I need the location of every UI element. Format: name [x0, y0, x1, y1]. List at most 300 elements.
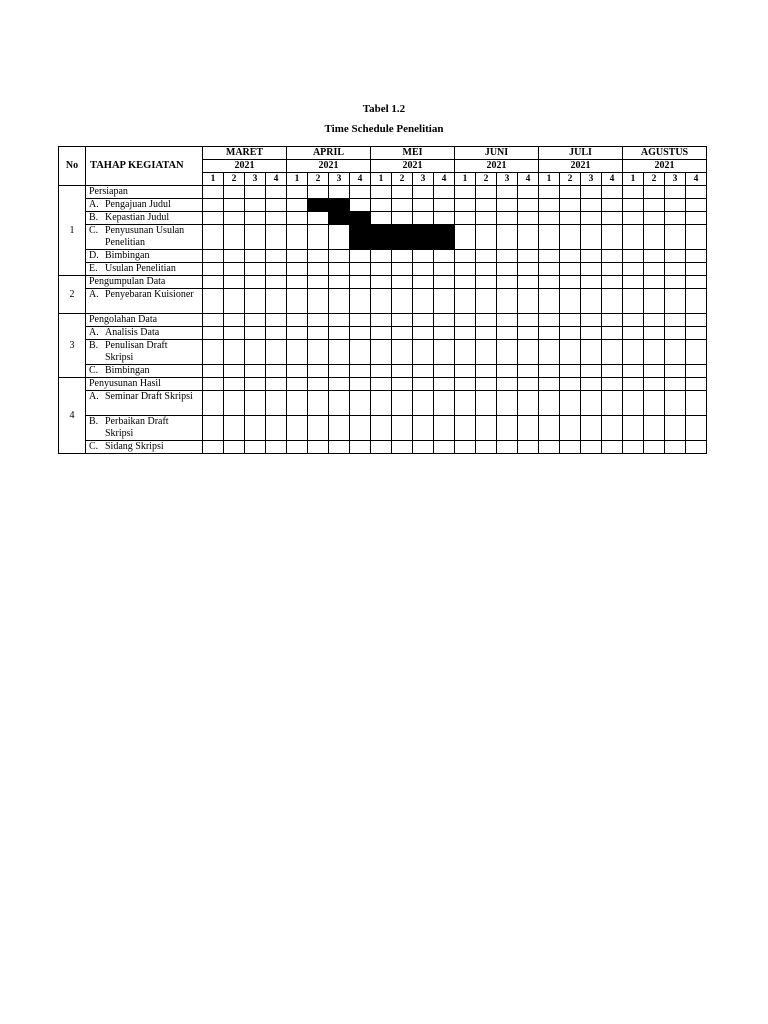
activity-row — [59, 212, 707, 225]
schedule-cell — [665, 289, 686, 314]
schedule-cell — [686, 365, 707, 378]
schedule-cell — [602, 289, 623, 314]
schedule-cell — [455, 289, 476, 314]
schedule-cell — [539, 378, 560, 391]
schedule-cell — [434, 327, 455, 340]
schedule-cell — [413, 327, 434, 340]
schedule-cell — [287, 186, 308, 199]
month-header: MARET — [203, 147, 287, 160]
schedule-cell — [560, 212, 581, 225]
schedule-cell — [350, 365, 371, 378]
schedule-cell — [329, 250, 350, 263]
schedule-cell — [602, 340, 623, 365]
schedule-cell — [665, 441, 686, 454]
schedule-cell — [686, 441, 707, 454]
week-header: 1 — [287, 173, 308, 186]
schedule-cell — [581, 212, 602, 225]
schedule-cell — [539, 289, 560, 314]
schedule-cell — [581, 416, 602, 441]
month-header: MEI — [371, 147, 455, 160]
schedule-cell — [644, 416, 665, 441]
schedule-cell — [686, 340, 707, 365]
schedule-cell — [644, 378, 665, 391]
activity-cell — [86, 212, 203, 225]
schedule-cell — [308, 378, 329, 391]
activity-cell — [86, 416, 203, 441]
activity-label: Penyebaran Kuisioner — [105, 289, 194, 300]
schedule-cell — [665, 212, 686, 225]
schedule-cell — [455, 365, 476, 378]
year-header: 2021 — [539, 160, 623, 173]
schedule-cell — [602, 186, 623, 199]
activity-row — [59, 199, 707, 212]
schedule-table — [58, 146, 707, 454]
group-title: Pengumpulan Data — [86, 276, 203, 289]
schedule-cell — [350, 391, 371, 416]
schedule-cell — [224, 276, 245, 289]
activity-letter: A. — [89, 289, 99, 300]
activity-letter: B. — [89, 212, 99, 223]
schedule-cell — [686, 250, 707, 263]
week-header: 4 — [434, 173, 455, 186]
schedule-cell — [560, 416, 581, 441]
schedule-cell — [455, 225, 476, 250]
schedule-cell — [413, 340, 434, 365]
schedule-cell — [434, 276, 455, 289]
schedule-cell — [392, 314, 413, 327]
schedule-cell — [224, 365, 245, 378]
schedule-cell — [434, 416, 455, 441]
schedule-cell — [392, 327, 413, 340]
schedule-cell — [623, 186, 644, 199]
schedule-cell — [266, 327, 287, 340]
schedule-bar-cell — [329, 199, 350, 212]
month-header: JUNI — [455, 147, 539, 160]
schedule-cell — [392, 263, 413, 276]
schedule-cell — [518, 340, 539, 365]
schedule-cell — [434, 314, 455, 327]
schedule-cell — [476, 340, 497, 365]
schedule-cell — [644, 441, 665, 454]
schedule-cell — [371, 378, 392, 391]
group-row — [59, 314, 707, 327]
schedule-cell — [371, 314, 392, 327]
schedule-cell — [224, 212, 245, 225]
schedule-cell — [539, 314, 560, 327]
year-header: 2021 — [371, 160, 455, 173]
schedule-cell — [602, 391, 623, 416]
schedule-cell — [581, 225, 602, 250]
group-row — [59, 378, 707, 391]
week-header: 2 — [308, 173, 329, 186]
schedule-cell — [371, 186, 392, 199]
schedule-cell — [392, 391, 413, 416]
activity-row — [59, 263, 707, 276]
schedule-cell — [350, 263, 371, 276]
schedule-cell — [308, 327, 329, 340]
schedule-cell — [686, 289, 707, 314]
week-header: 3 — [245, 173, 266, 186]
schedule-cell — [392, 289, 413, 314]
activity-letter: D. — [89, 250, 99, 261]
schedule-cell — [308, 416, 329, 441]
schedule-cell — [581, 327, 602, 340]
schedule-cell — [518, 212, 539, 225]
activity-row — [59, 365, 707, 378]
schedule-cell — [602, 199, 623, 212]
schedule-cell — [371, 263, 392, 276]
schedule-cell — [665, 340, 686, 365]
schedule-cell — [560, 250, 581, 263]
activity-cell — [86, 327, 203, 340]
schedule-cell — [245, 391, 266, 416]
schedule-cell — [371, 391, 392, 416]
schedule-cell — [518, 416, 539, 441]
schedule-cell — [329, 289, 350, 314]
activity-label: Usulan Penelitian — [105, 263, 176, 274]
schedule-cell — [203, 289, 224, 314]
schedule-cell — [476, 212, 497, 225]
schedule-cell — [266, 365, 287, 378]
schedule-cell — [371, 289, 392, 314]
schedule-cell — [686, 263, 707, 276]
schedule-cell — [329, 378, 350, 391]
schedule-cell — [581, 378, 602, 391]
schedule-cell — [224, 416, 245, 441]
schedule-cell — [203, 365, 224, 378]
schedule-cell — [497, 263, 518, 276]
schedule-cell — [266, 378, 287, 391]
schedule-cell — [476, 186, 497, 199]
schedule-cell — [455, 314, 476, 327]
week-header: 4 — [518, 173, 539, 186]
group-number: 3 — [59, 314, 86, 378]
schedule-cell — [224, 263, 245, 276]
schedule-cell — [560, 289, 581, 314]
schedule-cell — [287, 327, 308, 340]
activity-row — [59, 416, 707, 441]
schedule-cell — [350, 327, 371, 340]
schedule-cell — [371, 327, 392, 340]
schedule-cell — [623, 250, 644, 263]
schedule-cell — [497, 199, 518, 212]
schedule-cell — [602, 378, 623, 391]
schedule-cell — [287, 263, 308, 276]
schedule-cell — [224, 378, 245, 391]
schedule-cell — [329, 327, 350, 340]
schedule-cell — [287, 441, 308, 454]
schedule-cell — [497, 416, 518, 441]
schedule-cell — [371, 441, 392, 454]
schedule-cell — [518, 250, 539, 263]
schedule-cell — [560, 441, 581, 454]
group-title: Pengolahan Data — [86, 314, 203, 327]
schedule-cell — [560, 340, 581, 365]
schedule-cell — [308, 250, 329, 263]
schedule-cell — [308, 212, 329, 225]
schedule-cell — [455, 250, 476, 263]
schedule-cell — [308, 441, 329, 454]
week-header: 4 — [266, 173, 287, 186]
week-header: 3 — [581, 173, 602, 186]
activity-row — [59, 327, 707, 340]
schedule-cell — [455, 441, 476, 454]
activity-label: Sidang Skripsi — [105, 441, 164, 452]
schedule-cell — [413, 314, 434, 327]
activity-cell — [86, 340, 203, 365]
schedule-cell — [371, 250, 392, 263]
activity-letter: C. — [89, 441, 99, 452]
schedule-cell — [308, 340, 329, 365]
schedule-cell — [203, 186, 224, 199]
schedule-cell — [266, 199, 287, 212]
schedule-cell — [644, 327, 665, 340]
group-row — [59, 186, 707, 199]
schedule-cell — [539, 391, 560, 416]
schedule-cell — [539, 276, 560, 289]
schedule-cell — [329, 441, 350, 454]
schedule-cell — [644, 199, 665, 212]
schedule-cell — [455, 263, 476, 276]
schedule-cell — [287, 225, 308, 250]
schedule-cell — [434, 199, 455, 212]
schedule-cell — [455, 212, 476, 225]
schedule-cell — [245, 225, 266, 250]
schedule-cell — [581, 199, 602, 212]
schedule-cell — [539, 199, 560, 212]
activity-label: Bimbingan — [105, 250, 150, 261]
schedule-cell — [308, 263, 329, 276]
schedule-cell — [476, 276, 497, 289]
schedule-cell — [245, 365, 266, 378]
schedule-cell — [308, 391, 329, 416]
schedule-cell — [644, 263, 665, 276]
group-title: Penyusunan Hasil — [86, 378, 203, 391]
schedule-cell — [392, 186, 413, 199]
schedule-cell — [434, 186, 455, 199]
schedule-cell — [413, 186, 434, 199]
schedule-cell — [497, 340, 518, 365]
schedule-cell — [329, 365, 350, 378]
schedule-cell — [203, 391, 224, 416]
schedule-cell — [203, 441, 224, 454]
schedule-cell — [539, 250, 560, 263]
schedule-cell — [371, 199, 392, 212]
schedule-cell — [455, 327, 476, 340]
activity-letter: E. — [89, 263, 98, 274]
schedule-cell — [497, 441, 518, 454]
schedule-cell — [266, 391, 287, 416]
schedule-cell — [455, 276, 476, 289]
week-header: 2 — [224, 173, 245, 186]
schedule-cell — [350, 289, 371, 314]
schedule-cell — [266, 276, 287, 289]
schedule-cell — [602, 212, 623, 225]
schedule-cell — [623, 391, 644, 416]
schedule-cell — [602, 263, 623, 276]
schedule-cell — [644, 289, 665, 314]
schedule-bar-cell — [413, 225, 434, 250]
schedule-cell — [686, 314, 707, 327]
schedule-cell — [329, 276, 350, 289]
schedule-cell — [518, 276, 539, 289]
week-header: 2 — [644, 173, 665, 186]
schedule-cell — [245, 186, 266, 199]
activity-cell — [86, 391, 203, 416]
schedule-cell — [287, 416, 308, 441]
schedule-cell — [686, 186, 707, 199]
schedule-cell — [308, 186, 329, 199]
schedule-cell — [245, 263, 266, 276]
week-header: 2 — [392, 173, 413, 186]
schedule-cell — [392, 250, 413, 263]
schedule-cell — [665, 250, 686, 263]
schedule-cell — [224, 327, 245, 340]
schedule-cell — [539, 441, 560, 454]
activity-label: Analisis Data — [105, 327, 160, 338]
schedule-cell — [602, 276, 623, 289]
schedule-cell — [413, 416, 434, 441]
schedule-cell — [413, 276, 434, 289]
activity-cell — [86, 199, 203, 212]
schedule-cell — [350, 199, 371, 212]
schedule-cell — [392, 199, 413, 212]
schedule-cell — [497, 327, 518, 340]
schedule-cell — [392, 212, 413, 225]
activity-row — [59, 441, 707, 454]
schedule-cell — [203, 378, 224, 391]
schedule-cell — [518, 378, 539, 391]
schedule-cell — [665, 276, 686, 289]
week-header: 1 — [455, 173, 476, 186]
week-header: 2 — [476, 173, 497, 186]
schedule-cell — [476, 263, 497, 276]
week-header: 3 — [413, 173, 434, 186]
schedule-cell — [665, 263, 686, 276]
schedule-cell — [602, 225, 623, 250]
schedule-cell — [665, 378, 686, 391]
schedule-cell — [518, 391, 539, 416]
schedule-bar-cell — [392, 225, 413, 250]
schedule-cell — [413, 391, 434, 416]
activity-letter: B. — [89, 340, 99, 351]
schedule-cell — [266, 314, 287, 327]
schedule-cell — [224, 225, 245, 250]
activity-row — [59, 289, 707, 314]
schedule-cell — [497, 378, 518, 391]
schedule-cell — [203, 263, 224, 276]
schedule-cell — [497, 314, 518, 327]
schedule-cell — [497, 391, 518, 416]
schedule-cell — [245, 276, 266, 289]
schedule-cell — [203, 199, 224, 212]
schedule-cell — [581, 186, 602, 199]
schedule-cell — [455, 199, 476, 212]
schedule-cell — [245, 416, 266, 441]
schedule-cell — [623, 340, 644, 365]
schedule-cell — [623, 199, 644, 212]
schedule-cell — [350, 186, 371, 199]
schedule-cell — [476, 365, 497, 378]
activity-label: Perbaikan Draft Skripsi — [105, 416, 169, 439]
schedule-cell — [539, 327, 560, 340]
schedule-cell — [497, 225, 518, 250]
schedule-cell — [644, 314, 665, 327]
schedule-cell — [644, 225, 665, 250]
schedule-cell — [665, 186, 686, 199]
activity-cell — [86, 263, 203, 276]
table-label: Tabel 1.2 — [362, 103, 406, 115]
schedule-cell — [623, 327, 644, 340]
schedule-cell — [245, 314, 266, 327]
schedule-cell — [413, 378, 434, 391]
activity-label: Kepastian Judul — [105, 212, 170, 223]
year-header: 2021 — [455, 160, 539, 173]
group-number: 1 — [59, 186, 86, 276]
schedule-cell — [560, 314, 581, 327]
schedule-cell — [539, 212, 560, 225]
schedule-cell — [518, 289, 539, 314]
schedule-cell — [665, 391, 686, 416]
schedule-cell — [245, 199, 266, 212]
schedule-cell — [581, 441, 602, 454]
schedule-cell — [644, 365, 665, 378]
schedule-cell — [623, 441, 644, 454]
schedule-cell — [476, 416, 497, 441]
activity-row — [59, 340, 707, 365]
schedule-cell — [392, 340, 413, 365]
schedule-cell — [476, 250, 497, 263]
tahap-header: TAHAP KEGIATAN — [86, 147, 203, 186]
schedule-cell — [329, 225, 350, 250]
schedule-cell — [581, 263, 602, 276]
schedule-cell — [581, 276, 602, 289]
schedule-cell — [686, 391, 707, 416]
schedule-cell — [434, 212, 455, 225]
activity-cell — [86, 225, 203, 250]
schedule-cell — [203, 276, 224, 289]
schedule-cell — [245, 250, 266, 263]
schedule-bar-cell — [350, 225, 371, 250]
schedule-cell — [224, 186, 245, 199]
schedule-cell — [350, 276, 371, 289]
schedule-cell — [539, 416, 560, 441]
schedule-cell — [287, 250, 308, 263]
schedule-cell — [602, 441, 623, 454]
schedule-cell — [560, 186, 581, 199]
schedule-cell — [329, 340, 350, 365]
schedule-bar-cell — [329, 212, 350, 225]
no-header: No — [59, 147, 86, 186]
schedule-cell — [476, 225, 497, 250]
schedule-cell — [539, 263, 560, 276]
schedule-cell — [497, 250, 518, 263]
week-header: 1 — [203, 173, 224, 186]
activity-label: Pengajuan Judul — [105, 199, 171, 210]
schedule-cell — [329, 416, 350, 441]
schedule-cell — [266, 212, 287, 225]
schedule-cell — [560, 263, 581, 276]
schedule-cell — [518, 225, 539, 250]
schedule-cell — [350, 340, 371, 365]
schedule-cell — [476, 327, 497, 340]
schedule-cell — [455, 378, 476, 391]
schedule-cell — [308, 314, 329, 327]
schedule-cell — [245, 340, 266, 365]
schedule-cell — [266, 225, 287, 250]
schedule-cell — [644, 340, 665, 365]
schedule-cell — [623, 416, 644, 441]
